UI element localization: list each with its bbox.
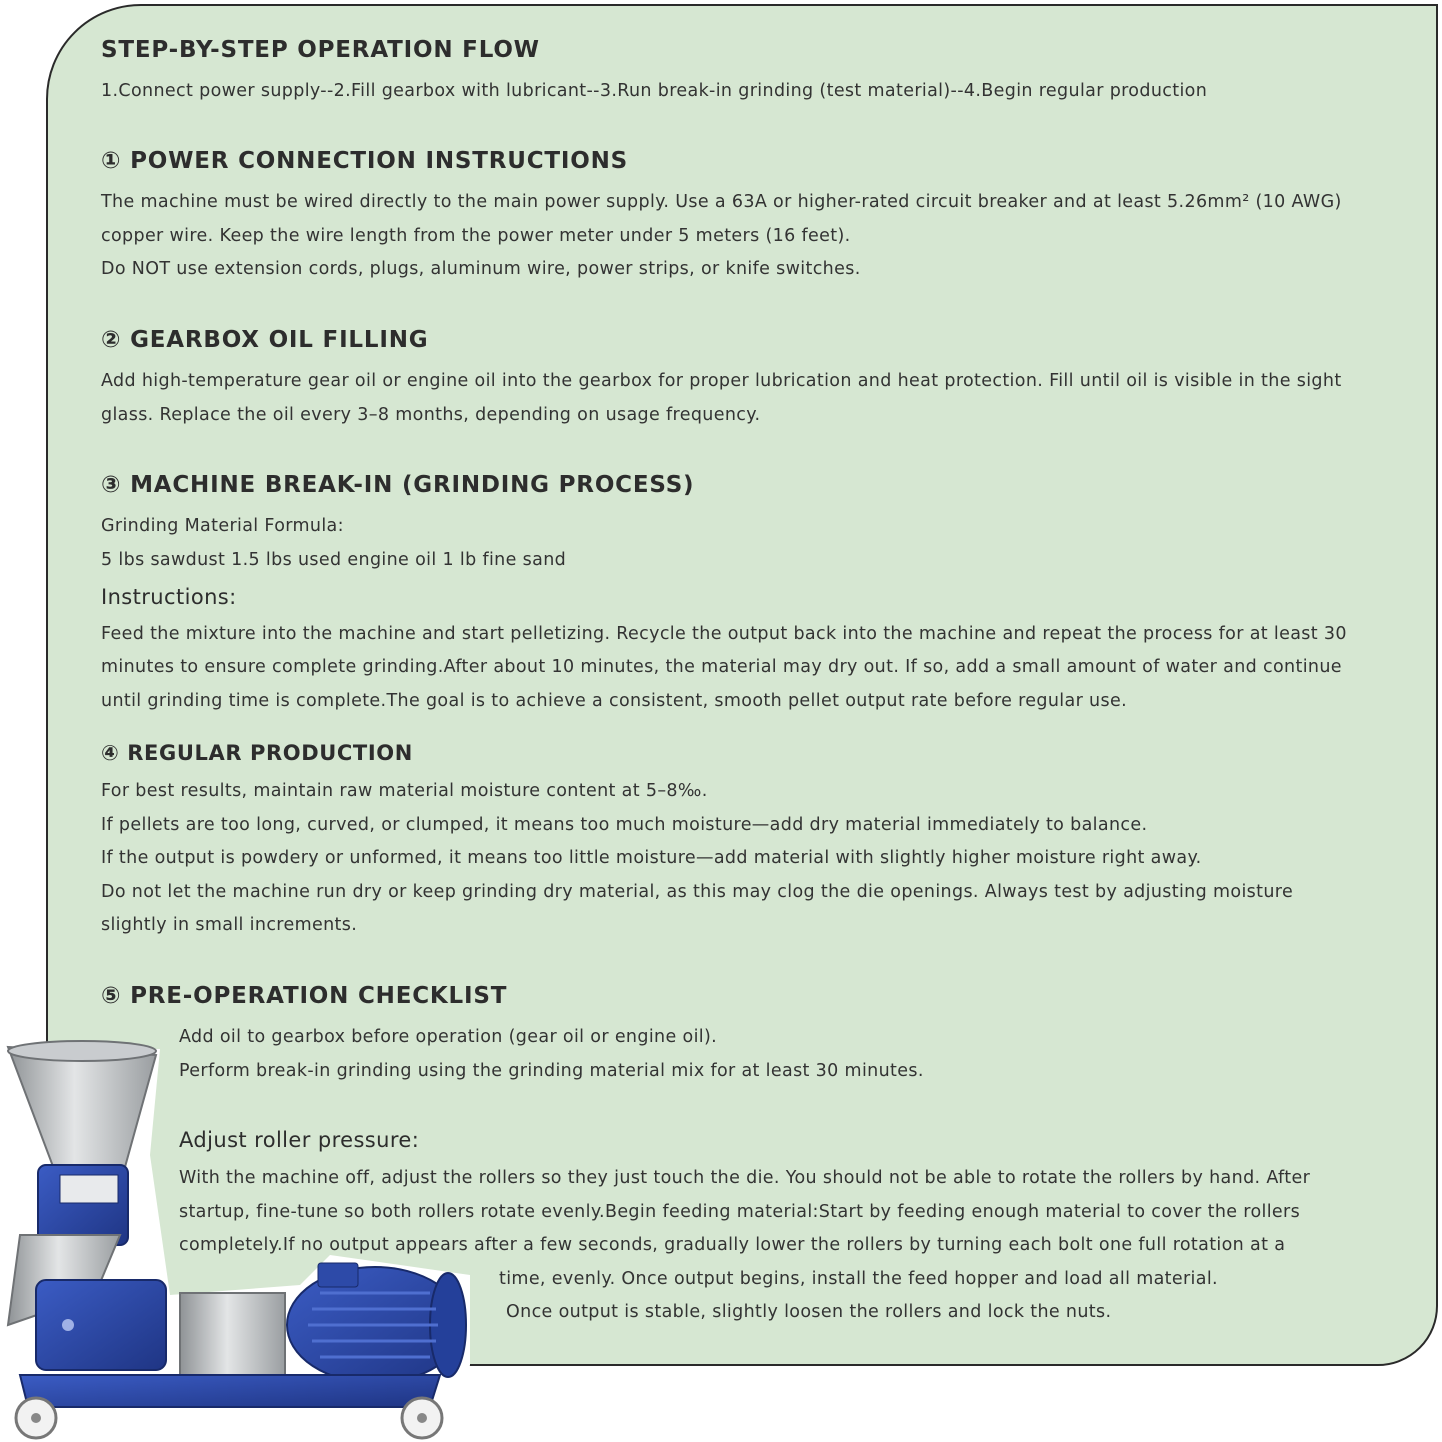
production-line-2: If pellets are too long, curved, or clumped, it means too much moisture—add dry material immediately to balance. [101, 815, 1148, 835]
power-line-2: copper wire. Keep the wire length from the power meter under 5 meters (16 feet). [101, 226, 851, 246]
formula-label: Grinding Material Formula: [101, 516, 344, 536]
checklist-title: ⑤ PRE-OPERATION CHECKLIST [101, 983, 508, 1009]
power-line-3: Do NOT use extension cords, plugs, aluminum wire, power strips, or knife switches. [101, 259, 861, 279]
roller-line-1: With the machine off, adjust the rollers so they just touch the die. You should not be able to rotate the rollers by hand. After [179, 1168, 1311, 1188]
gearbox-line-2: glass. Replace the oil every 3–8 months, depending on usage frequency. [101, 405, 761, 425]
formula-text: 5 lbs sawdust 1.5 lbs used engine oil 1 lb fine sand [101, 550, 567, 570]
instructions-label: Instructions: [101, 585, 237, 609]
flow-steps: 1.Connect power supply--2.Fill gearbox with lubricant--3.Run break-in grinding (test material)--4.Begin regular production [101, 81, 1208, 101]
power-title: ① POWER CONNECTION INSTRUCTIONS [101, 148, 629, 174]
pellet-mill-image [0, 1035, 470, 1442]
breakin-title: ③ MACHINE BREAK-IN (GRINDING PROCESS) [101, 472, 695, 498]
power-line-1: The machine must be wired directly to the main power supply. Use a 63A or higher-rated circuit breaker and at least 5.26mm² (10 AWG) [101, 192, 1342, 212]
breakin-line-2: minutes to ensure complete grinding.After about 10 minutes, the material may dry out. If so, add a small amount of water and continue [101, 657, 1342, 677]
roller-line-2: startup, fine-tune so both rollers rotate evenly.Begin feeding material:Start by feeding enough material to cover the rollers [179, 1202, 1301, 1222]
flow-title: STEP-BY-STEP OPERATION FLOW [101, 37, 540, 63]
gearbox-line-1: Add high-temperature gear oil or engine oil into the gearbox for proper lubrication and heat protection. Fill until oil is visible in the sight [101, 371, 1342, 391]
production-line-3: If the output is powdery or unformed, it means too little moisture—add material with slightly higher moisture right away. [101, 848, 1202, 868]
roller-line-5: Once output is stable, slightly loosen the rollers and lock the nuts. [506, 1302, 1112, 1322]
production-line-4: Do not let the machine run dry or keep grinding dry material, as this may clog the die openings. Always test by adjusting moisture [101, 882, 1294, 902]
roller-line-3: completely.If no output appears after a few seconds, gradually lower the rollers by turning each bolt one full rotation at a [179, 1235, 1286, 1255]
roller-label: Adjust roller pressure: [179, 1128, 420, 1152]
roller-line-4: time, evenly. Once output begins, install the feed hopper and load all material. [499, 1269, 1218, 1289]
production-line-1: For best results, maintain raw material moisture content at 5–8‰. [101, 781, 708, 801]
production-line-5: slightly in small increments. [101, 915, 358, 935]
breakin-line-1: Feed the mixture into the machine and start pelletizing. Recycle the output back into the machine and repeat the process for at least 30 [101, 624, 1347, 644]
checklist-item-2: Perform break-in grinding using the grinding material mix for at least 30 minutes. [179, 1061, 924, 1081]
production-title: ④ REGULAR PRODUCTION [101, 741, 413, 765]
gearbox-title: ② GEARBOX OIL FILLING [101, 327, 429, 353]
checklist-item-1: Add oil to gearbox before operation (gear oil or engine oil). [179, 1027, 718, 1047]
breakin-line-3: until grinding time is complete.The goal is to achieve a consistent, smooth pellet output rate before regular use. [101, 691, 1127, 711]
